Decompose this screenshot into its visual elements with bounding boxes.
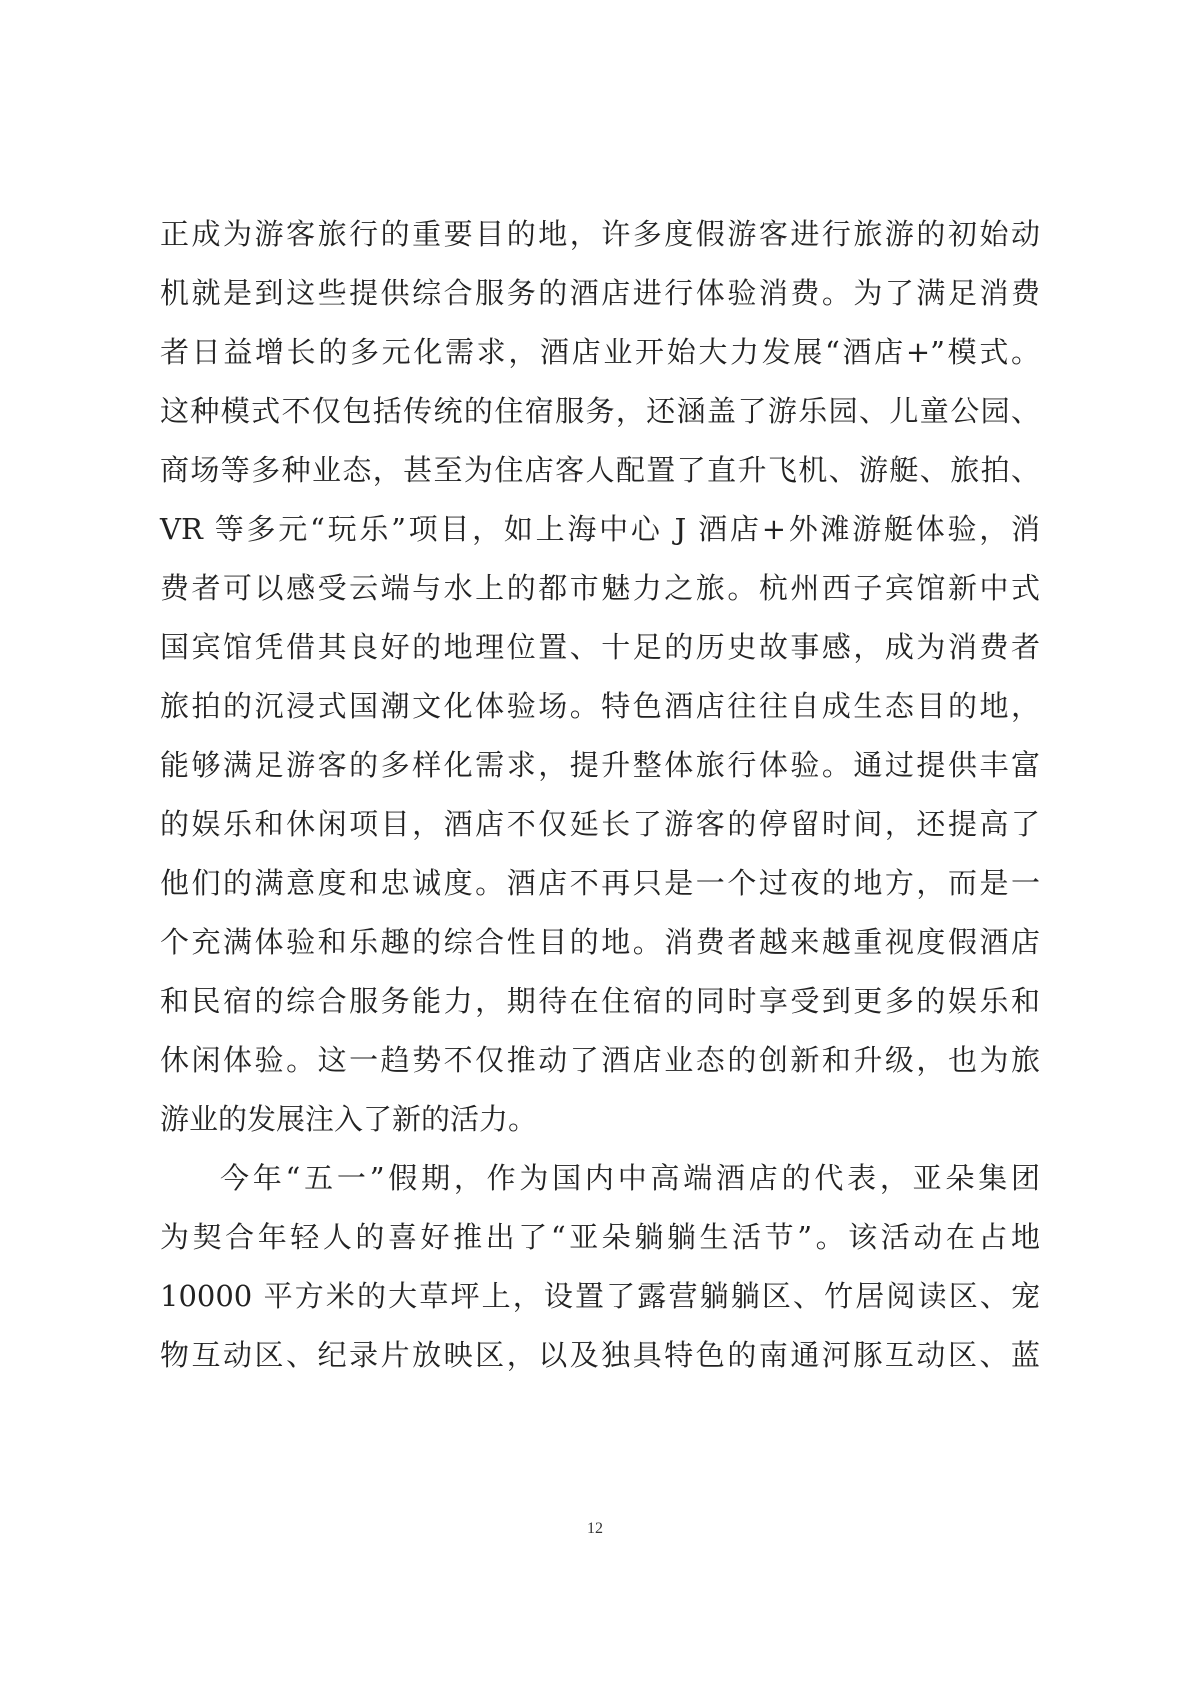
text-line: 物互动区、纪录片放映区，以及独具特色的南通河豚互动区、蓝	[160, 1338, 1040, 1372]
text-line: 今年“五一”假期，作为国内中高端酒店的代表，亚朵集团	[220, 1161, 1040, 1195]
text-line: 旅拍的沉浸式国潮文化体验场。特色酒店往往自成生态目的地，	[160, 689, 1040, 723]
text-line: 机就是到这些提供综合服务的酒店进行体验消费。为了满足消费	[160, 276, 1040, 310]
text-line: 正成为游客旅行的重要目的地，许多度假游客进行旅游的初始动	[160, 217, 1040, 251]
text-line: 和民宿的综合服务能力，期待在住宿的同时享受到更多的娱乐和	[160, 984, 1040, 1018]
text-line: 游业的发展注入了新的活力。	[160, 1102, 538, 1136]
text-line: 商场等多种业态，甚至为住店客人配置了直升飞机、游艇、旅拍、	[160, 453, 1040, 487]
text-line: VR 等多元“玩乐”项目，如上海中心 J 酒店+外滩游艇体验，消	[160, 512, 1040, 546]
page-number: 12	[587, 1520, 603, 1537]
text-line: 国宾馆凭借其良好的地理位置、十足的历史故事感，成为消费者	[160, 630, 1040, 664]
text-line: 他们的满意度和忠诚度。酒店不再只是一个过夜的地方，而是一	[160, 866, 1040, 900]
text-line: 个充满体验和乐趣的综合性目的地。消费者越来越重视度假酒店	[160, 925, 1040, 959]
text-line: 者日益增长的多元化需求，酒店业开始大力发展“酒店+”模式。	[160, 335, 1040, 369]
text-line: 为契合年轻人的喜好推出了“亚朵躺躺生活节”。该活动在占地	[160, 1220, 1040, 1254]
paragraph-1	[160, 205, 1040, 1149]
text-line: 的娱乐和休闲项目，酒店不仅延长了游客的停留时间，还提高了	[160, 807, 1040, 841]
text-line: 休闲体验。这一趋势不仅推动了酒店业态的创新和升级，也为旅	[160, 1043, 1040, 1077]
body-text	[160, 205, 1040, 1385]
text-line: 费者可以感受云端与水上的都市魅力之旅。杭州西子宾馆新中式	[160, 571, 1040, 605]
text-line: 能够满足游客的多样化需求，提升整体旅行体验。通过提供丰富	[160, 748, 1040, 782]
text-line: 10000 平方米的大草坪上，设置了露营躺躺区、竹居阅读区、宠	[160, 1279, 1040, 1313]
text-line: 这种模式不仅包括传统的住宿服务，还涵盖了游乐园、儿童公园、	[160, 394, 1040, 428]
paragraph-2	[160, 1149, 1040, 1385]
